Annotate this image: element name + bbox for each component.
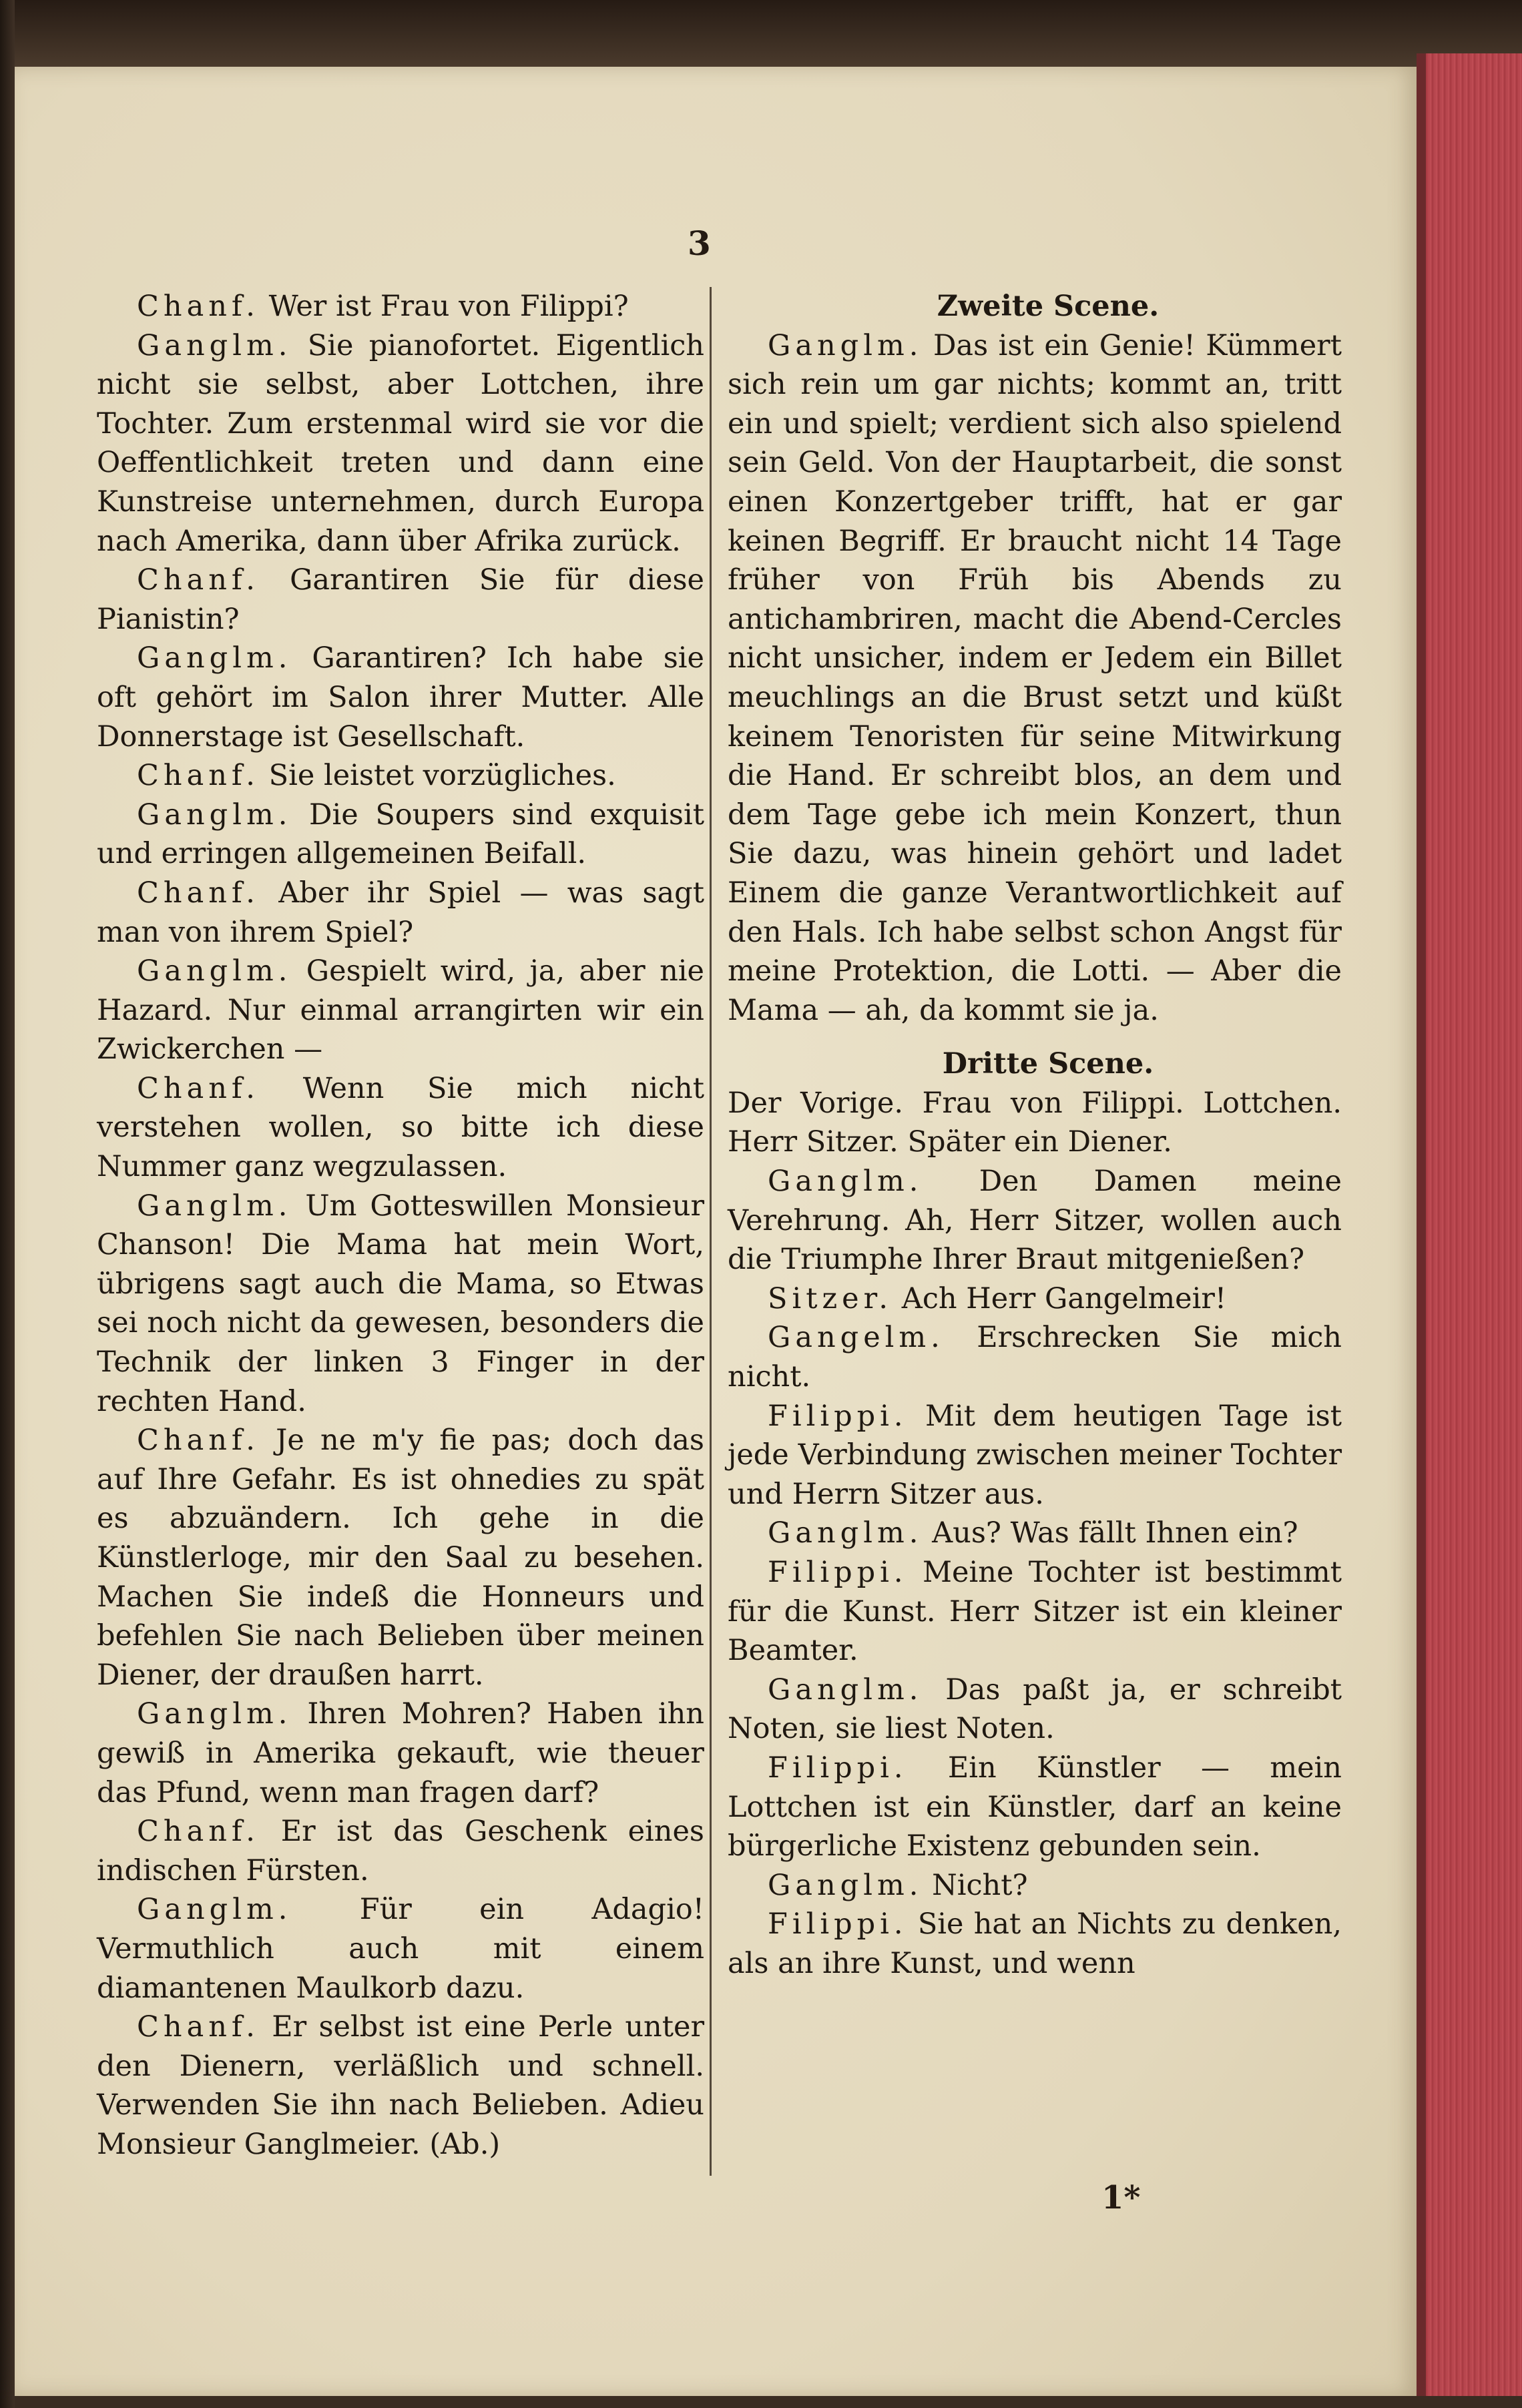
speech-paragraph (728, 1749, 1342, 1866)
speaker-name: Ganglm. (137, 328, 292, 362)
speaker-name: Chanf. (137, 1815, 260, 1849)
speaker-name: Gangelm. (768, 1321, 945, 1355)
book-top-edge (0, 0, 1522, 67)
speech-text: Sie hat an Nichts zu denken, als an ihre Kunst, und wenn (728, 1907, 1342, 1980)
scene-heading-zweite: Zweite Scene. (937, 290, 1160, 323)
speaker-name: Ganglm. (768, 1673, 923, 1707)
speech-paragraph (728, 1671, 1342, 1749)
speech-paragraph (728, 1162, 1342, 1279)
right-column (728, 287, 1342, 1984)
speaker-name: Filippi. (768, 1556, 908, 1589)
speaker-name: Ganglm. (768, 1868, 923, 1902)
left-column (97, 287, 704, 2164)
speaker-name: Ganglm. (768, 1516, 923, 1550)
speech-text: Er ist das Geschenk eines indischen Fürsten. (97, 1815, 704, 1887)
speech-text: Aber ihr Spiel — was sagt man von ihrem Spiel? (97, 876, 704, 949)
speaker-name: Chanf. (137, 2010, 260, 2044)
book-spine-edge (0, 0, 15, 2408)
speech-paragraph (97, 796, 704, 874)
speaker-name: Chanf. (137, 1424, 260, 1458)
speech-paragraph (97, 326, 704, 561)
speech-text: Er selbst ist eine Perle unter den Dienern, verläßlich und schnell. Verwenden Sie ihn nach Belieben. Adieu Monsieur Ganglmeier. (Ab.) (97, 2010, 704, 2161)
speech-text: Je ne m'y fie pas; doch das auf Ihre Gefahr. Es ist ohnedies zu spät es abzuändern. Ich gehe in die Künstlerloge, mir den Saal zu besehen. Machen Sie indeß die Honneurs und befehlen Sie nach Belieben über meinen Diener, der draußen harrt. (97, 1424, 704, 1692)
speech-paragraph (97, 1421, 704, 1695)
red-page-edges-shadow (1417, 53, 1426, 2396)
speech-text: Die Soupers sind exquisit und erringen allgemeinen Beifall. (97, 798, 705, 871)
speech-text: Ein Künstler — mein Lottchen ist ein Künstler, darf an keine bürgerliche Existenz gebunden sein. (728, 1751, 1342, 1863)
speech-text: Erschrecken Sie mich nicht. (728, 1321, 1342, 1394)
speech-text: Ihren Mohren? Haben ihn gewiß in Amerika gekauft, wie theuer das Pfund, wenn man fragen darf? (97, 1697, 705, 1809)
speaker-name: Chanf. (137, 1071, 260, 1105)
speech-text: Wenn Sie mich nicht verstehen wollen, so bitte ich diese Nummer ganz wegzulassen. (97, 1071, 705, 1184)
speaker-name: Ganglm. (768, 1165, 923, 1199)
speech-text: Aus? Was fällt Ihnen ein? (932, 1516, 1298, 1550)
speech-paragraph (97, 2008, 704, 2164)
speaker-name: Filippi. (768, 1751, 908, 1785)
speech-text: Nicht? (932, 1868, 1028, 1902)
speech-text: Ach Herr Gangelmeir! (901, 1281, 1227, 1315)
speech-paragraph (728, 326, 1342, 1030)
speech-text: Sie pianofortet. Eigentlich nicht sie selbst, aber Lottchen, ihre Tochter. Zum erstenmal wird sie vor die Oeffentlichkeit treten und dann eine Kunstreise unternehmen, durch Europa nach Amerika, dann über Afrika zurück. (97, 328, 704, 558)
speaker-name: Ganglm. (137, 798, 292, 832)
speech-paragraph (97, 756, 704, 796)
speech-paragraph (97, 561, 704, 639)
speaker-name: Filippi. (768, 1399, 908, 1433)
red-page-edges (1417, 53, 1522, 2396)
speech-paragraph (97, 1812, 704, 1890)
speech-text: Wer ist Frau von Filippi? (268, 290, 629, 323)
speech-paragraph (97, 1069, 704, 1187)
scene2-dialogue (728, 326, 1342, 1030)
speaker-name: Chanf. (137, 563, 260, 597)
speech-paragraph (97, 874, 704, 952)
speaker-name: Ganglm. (768, 328, 923, 362)
speech-text: Gespielt wird, ja, aber nie Hazard. Nur einmal arrangirten wir ein Zwickerchen — (97, 954, 704, 1067)
speech-paragraph (728, 1866, 1342, 1905)
speech-paragraph (97, 639, 704, 756)
speech-paragraph (728, 1514, 1342, 1553)
speech-paragraph (728, 1318, 1342, 1396)
speech-text: Das ist ein Genie! Kümmert sich rein um gar nichts; kommt an, tritt ein und spielt; verdient sich also spielend sein Geld. Von der Hauptarbeit, die sonst einen Konzertgeber trifft, hat er gar keinen Begriff. Er braucht nicht 14 Tage früher von Früh bis Abends zu antichambriren, macht die Abend-Cercles nicht unsicher, indem er Jedem ein Billet meuchlings an die Brust setzt und küßt keinem Tenoristen für seine Mitwirkung die Hand. Er schreibt blos, an dem und dem Tage gebe ich mein Konzert, thun Sie dazu, was hinein gehört und ladet Einem die ganze Verantwortlichkeit auf den Hals. Ich habe selbst schon Angst für meine Protektion, die Lotti. — Aber die Mama — ah, da kommt sie ja. (728, 328, 1342, 1027)
speech-text: Sie leistet vorzügliches. (268, 759, 616, 793)
speech-text: Für ein Adagio! Vermuthlich auch mit einem diamantenen Maulkorb dazu. (97, 1893, 705, 2005)
scene3-cast-list: Der Vorige. Frau von Filippi. Lottchen. Herr Sitzer. Später ein Diener. (728, 1086, 1342, 1159)
signature-mark: 1* (1101, 2179, 1141, 2216)
speech-paragraph (97, 1187, 704, 1422)
speaker-name: Ganglm. (137, 1697, 292, 1731)
speech-text: Mit dem heutigen Tage ist jede Verbindung zwischen meiner Tochter und Herrn Sitzer aus. (728, 1399, 1342, 1511)
speech-text: Garantiren? Ich habe sie oft gehört im Salon ihrer Mutter. Alle Donnerstage ist Gesellschaft. (97, 641, 704, 754)
speaker-name: Ganglm. (137, 641, 292, 675)
speaker-name: Chanf. (137, 290, 260, 323)
column-divider (710, 287, 712, 2176)
speech-paragraph (97, 1890, 704, 2008)
page-number: 3 (688, 224, 711, 263)
speech-text: Das paßt ja, er schreibt Noten, sie liest Noten. (728, 1673, 1342, 1746)
speech-paragraph (728, 1905, 1342, 1983)
scene-heading-dritte: Dritte Scene. (942, 1047, 1154, 1081)
speaker-name: Sitzer. (768, 1281, 893, 1315)
speech-paragraph (728, 1279, 1342, 1319)
speech-text: Garantiren Sie für diese Pianistin? (97, 563, 704, 636)
speech-paragraph (728, 1553, 1342, 1671)
speaker-name: Ganglm. (137, 1893, 292, 1927)
speaker-name: Ganglm. (137, 954, 292, 988)
speech-text: Meine Tochter ist bestimmt für die Kunst. Herr Sitzer ist ein kleiner Beamter. (728, 1556, 1342, 1668)
speaker-name: Filippi. (768, 1907, 908, 1941)
speech-paragraph (728, 1397, 1342, 1514)
speech-text: Den Damen meine Verehrung. Ah, Herr Sitzer, wollen auch die Triumphe Ihrer Braut mitgenießen? (728, 1165, 1342, 1277)
speaker-name: Chanf. (137, 876, 260, 910)
speaker-name: Ganglm. (137, 1189, 292, 1223)
speech-paragraph (97, 1695, 704, 1812)
scene3-dialogue (728, 1162, 1342, 1983)
speech-paragraph (97, 287, 704, 326)
speech-paragraph (97, 952, 704, 1069)
speech-text: Um Gotteswillen Monsieur Chanson! Die Mama hat mein Wort, übrigens sagt auch die Mama, so Etwas sei noch nicht da gewesen, besonders die Technik der linken 3 Finger in der rechten Hand. (97, 1189, 704, 1418)
speaker-name: Chanf. (137, 759, 260, 793)
